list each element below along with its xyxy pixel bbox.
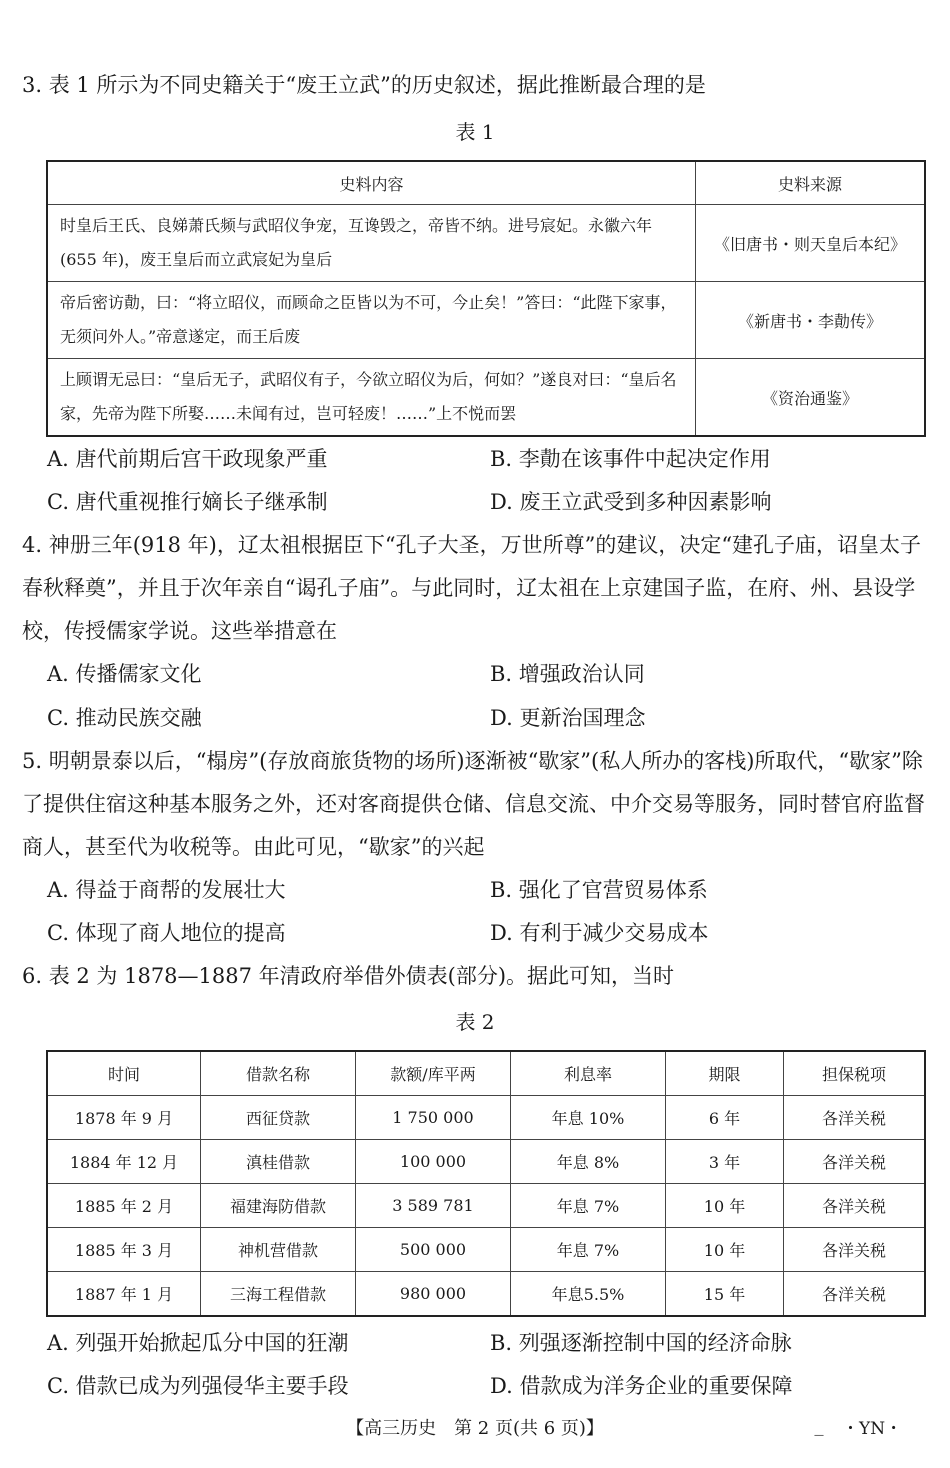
table-2-cell: 980 000 [356,1272,511,1317]
table-1 [46,160,926,437]
table-2-cell: 10 年 [666,1184,784,1228]
table-2-cell: 10 年 [666,1228,784,1272]
q3-option-b[interactable]: B. 李勣在该事件中起决定作用 [490,447,771,471]
table-row [47,1228,925,1272]
page-footer: 【高三历史 第 2 页(共 6 页)】 [346,1418,604,1439]
table-2-cell: 100 000 [356,1140,511,1184]
table-2-cell: 15 年 [666,1272,784,1317]
footer-code: ・YN・ [842,1419,903,1439]
q6-option-b[interactable]: B. 列强逐渐控制中国的经济命脉 [490,1331,792,1355]
table-2-cell: 福建海防借款 [201,1184,356,1228]
q3-option-c[interactable]: C. 唐代重视推行嫡长子继承制 [47,490,328,514]
table-2-header: 时间 [47,1051,201,1096]
q6-option-d[interactable]: D. 借款成为洋务企业的重要保障 [490,1374,793,1398]
table-2-cell: 1885 年 2 月 [47,1184,201,1228]
question-3-stem: 3. 表 1 所示为不同史籍关于“废王立武”的历史叙述，据此推断最合理的是 [22,73,706,97]
q3-option-a[interactable]: A. 唐代前期后宫干政现象严重 [47,447,328,471]
table-1-header-row [47,161,925,205]
question-4-stem: 4. 神册三年(918 年)，辽太祖根据臣下“孔子大圣，万世所尊”的建议，决定“建孔子庙，诏皇太子春秋释奠”，并且于次年亲自“谒孔子庙”。与此同时，辽太祖在上京建国子监，在府、州、县设学校，传授儒家学说。这些举措意在 [22,533,922,643]
table-2-cell: 3 年 [666,1140,784,1184]
q5-option-b[interactable]: B. 强化了官营贸易体系 [490,878,708,902]
table-2-cell: 1878 年 9 月 [47,1096,201,1140]
table-2-header: 利息率 [511,1051,666,1096]
q5-option-c[interactable]: C. 体现了商人地位的提高 [47,921,286,945]
table-1-cell-content: 时皇后王氏、良娣萧氏频与武昭仪争宠，互谗毁之，帝皆不纳。进号宸妃。永徽六年(655 年)，废王皇后而立武宸妃为皇后 [47,205,696,282]
table-1-header-source: 史料来源 [696,161,926,205]
q6-option-a[interactable]: A. 列强开始掀起瓜分中国的狂潮 [47,1331,349,1355]
table-2-cell: 滇桂借款 [201,1140,356,1184]
table-2-cell: 各洋关税 [784,1096,926,1140]
table-2-header: 期限 [666,1051,784,1096]
footer-dash: — [814,1430,824,1441]
table-row [47,282,925,359]
table-2-title: 表 2 [455,1010,495,1034]
table-row [47,1184,925,1228]
table-2-cell: 6 年 [666,1096,784,1140]
table-row [47,205,925,282]
table-2-cell: 1887 年 1 月 [47,1272,201,1317]
table-2-cell: 年息 7% [511,1228,666,1272]
table-1-cell-content: 上顾谓无忌曰：“皇后无子，武昭仪有子，今欲立昭仪为后，何如？”遂良对曰：“皇后名家，先帝为陛下所娶……未闻有过，岂可轻废！……”上不悦而罢 [47,359,696,437]
table-2-cell: 1 750 000 [356,1096,511,1140]
table-2-cell: 500 000 [356,1228,511,1272]
table-2-cell: 各洋关税 [784,1228,926,1272]
table-2-cell: 三海工程借款 [201,1272,356,1317]
table-2-cell: 年息 10% [511,1096,666,1140]
table-2-header: 款额/库平两 [356,1051,511,1096]
q3-option-d[interactable]: D. 废王立武受到多种因素影响 [490,490,772,514]
q6-option-c[interactable]: C. 借款已成为列强侵华主要手段 [47,1374,349,1398]
table-2-cell: 1885 年 3 月 [47,1228,201,1272]
table-1-cell-source: 《旧唐书・则天皇后本纪》 [696,205,926,282]
question-5-stem: 5. 明朝景泰以后，“榻房”(存放商旅货物的场所)逐渐被“歇家”(私人所办的客栈)所取代，“歇家”除了提供住宿这种基本服务之外，还对客商提供仓储、信息交流、中介交易等服务，同时替官府监督商人，甚至代为收税等。由此可见，“歇家”的兴起 [22,749,925,859]
table-row [47,1272,925,1317]
table-2-header: 担保税项 [784,1051,926,1096]
table-1-cell-source: 《资治通鉴》 [696,359,926,437]
table-2-cell: 神机营借款 [201,1228,356,1272]
table-1-cell-source: 《新唐书・李勣传》 [696,282,926,359]
table-2-cell: 1884 年 12 月 [47,1140,201,1184]
q5-option-a[interactable]: A. 得益于商帮的发展壮大 [47,878,286,902]
table-1-title: 表 1 [455,120,495,144]
table-row [47,1140,925,1184]
table-2-cell: 年息 7% [511,1184,666,1228]
table-2-header: 借款名称 [201,1051,356,1096]
q4-option-c[interactable]: C. 推动民族交融 [47,706,202,730]
table-2-cell: 年息5.5% [511,1272,666,1317]
table-2-cell: 各洋关税 [784,1184,926,1228]
table-1-cell-content: 帝后密访勣，曰：“将立昭仪，而顾命之臣皆以为不可，今止矣！”答曰：“此陛下家事，无须问外人。”帝意遂定，而王后废 [47,282,696,359]
question-6-stem: 6. 表 2 为 1878—1887 年清政府举借外债表(部分)。据此可知，当时 [22,964,675,988]
q4-option-b[interactable]: B. 增强政治认同 [490,662,645,686]
table-2-cell: 各洋关税 [784,1272,926,1317]
q4-option-d[interactable]: D. 更新治国理念 [490,706,646,730]
table-2-cell: 年息 8% [511,1140,666,1184]
table-2-cell: 各洋关税 [784,1140,926,1184]
table-2-header-row [47,1051,925,1096]
table-1-header-content: 史料内容 [47,161,696,205]
table-2-cell: 3 589 781 [356,1184,511,1228]
q5-option-d[interactable]: D. 有利于减少交易成本 [490,921,709,945]
table-2 [46,1050,926,1317]
q4-option-a[interactable]: A. 传播儒家文化 [47,662,202,686]
table-2-cell: 西征贷款 [201,1096,356,1140]
table-row [47,1096,925,1140]
table-row [47,359,925,437]
